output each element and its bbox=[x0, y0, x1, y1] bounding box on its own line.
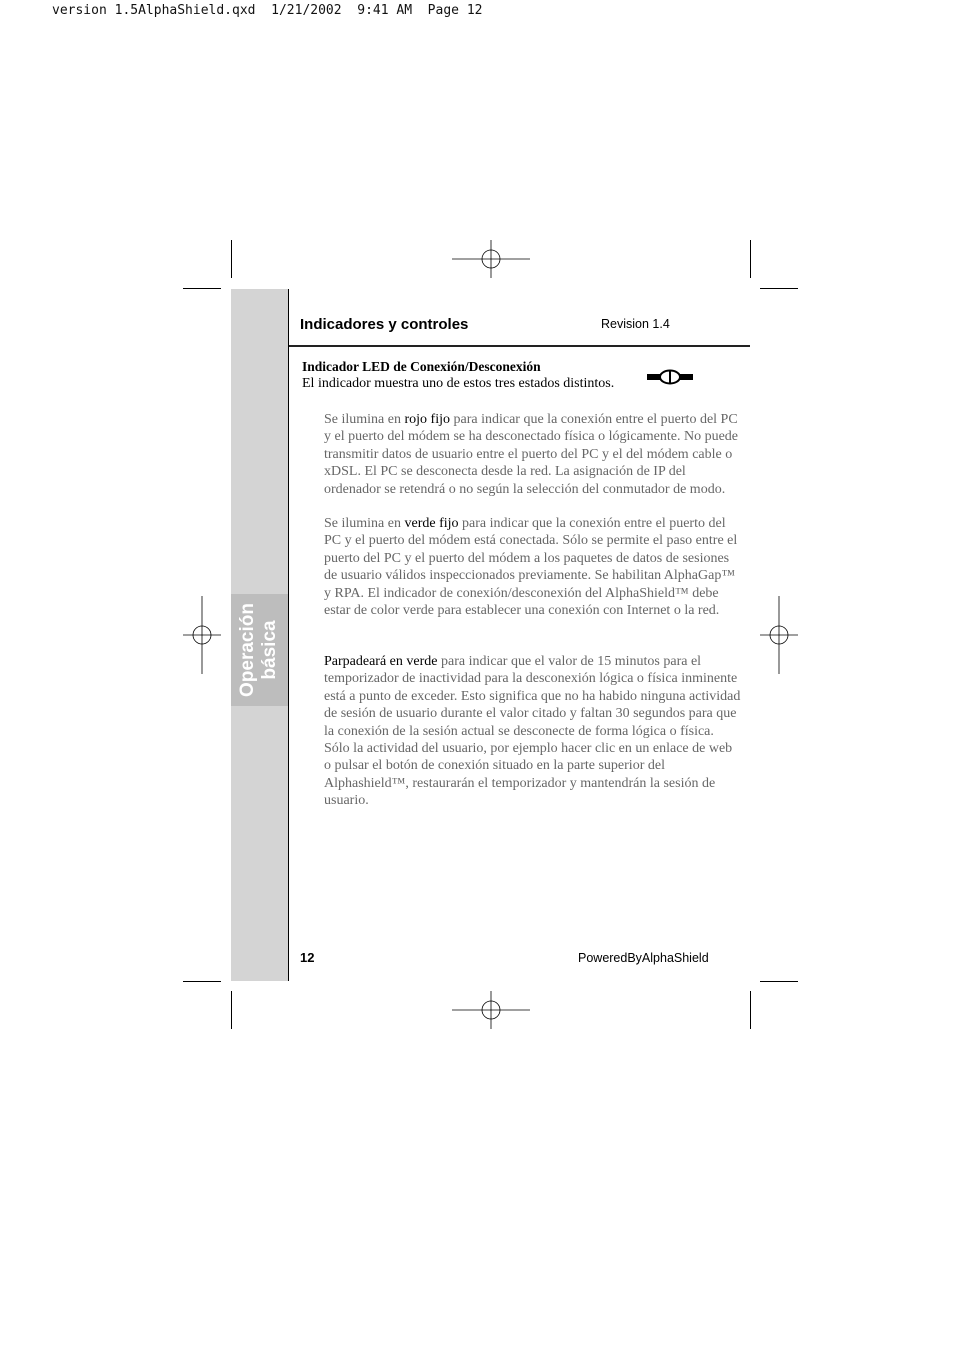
registration-target-icon bbox=[452, 991, 530, 1029]
state-highlight: Parpadeará en verde bbox=[324, 654, 438, 669]
section-tab-label bbox=[231, 594, 288, 706]
state-highlight: rojo fijo bbox=[404, 412, 450, 427]
header-rule bbox=[289, 345, 750, 347]
page-title: Indicadores y controles bbox=[300, 316, 469, 333]
crop-mark bbox=[760, 288, 798, 289]
state-paragraph: Se ilumina en rojo fijo para indicar que la conexión entre el puerto del PC y el puerto del módem se ha desconectado física o lógicamente. No puede transmitir datos de usuario entre el puerto del PC y el del módem cable o xDSL. El PC se desconecta desde la red. La asignación de IP del ordenador se retendrá o no según la selección del conmutador de modo. bbox=[324, 412, 739, 497]
footer-brand: PoweredByAlphaShield bbox=[578, 951, 709, 965]
column-divider bbox=[288, 289, 289, 981]
connect-disconnect-led-icon bbox=[647, 369, 693, 385]
crop-mark bbox=[183, 288, 221, 289]
file-slug: version 1.5AlphaShield.qxd 1/21/2002 9:41 AM Page 12 bbox=[52, 3, 483, 18]
state-paragraph: Parpadeará en verde para indicar que el valor de 15 minutos para el temporizador de inactividad para la desconexión lógica o física inminente está a punto de exceder. Esto significa que no ha habido ninguna actividad de sesión de usuario durante el valor citado y faltan 30 segundos para que la conexión de la sesión actual se desconecte de forma lógica o física. Sólo la actividad del usuario, por ejemplo hacer clic en un enlace de web o pulsar el botón de conexión situado en la parte superior del Alphashield™, restaurarán el temporizador y mantendrán la sesión de usuario. bbox=[324, 654, 741, 809]
crop-mark bbox=[183, 981, 221, 982]
led-section-intro: El indicador muestra uno de estos tres estados distintos. bbox=[302, 376, 615, 391]
crop-mark bbox=[750, 991, 751, 1029]
state-paragraph: Se ilumina en verde fijo para indicar que la conexión entre el puerto del PC y el puerto del módem está conectada. Sólo se permite el paso entre el puerto del PC y el puerto del módem a los paquetes de datos de sesiones de usuario válidos inspeccionados previamente. Se habilitan AlphaGap™ y RPA. El indicador de conexión/desconexión del AlphaShield™ debe estar de color verde para establecer una conexión con Internet o la red. bbox=[324, 516, 738, 619]
crop-mark bbox=[231, 991, 232, 1029]
crop-mark bbox=[231, 240, 232, 278]
page-number: 12 bbox=[300, 950, 315, 965]
crop-mark bbox=[750, 240, 751, 278]
registration-target-icon bbox=[760, 596, 798, 674]
led-section-title: Indicador LED de Conexión/Desconexión bbox=[302, 359, 541, 374]
registration-target-icon bbox=[452, 240, 530, 278]
revision-label: Revision 1.4 bbox=[601, 317, 670, 331]
crop-mark bbox=[760, 981, 798, 982]
section-tab-label-line1: Operación bbox=[237, 603, 258, 697]
section-tab-label-line2: básica bbox=[259, 620, 280, 680]
registration-target-icon bbox=[183, 596, 221, 674]
state-highlight: verde fijo bbox=[404, 516, 459, 531]
